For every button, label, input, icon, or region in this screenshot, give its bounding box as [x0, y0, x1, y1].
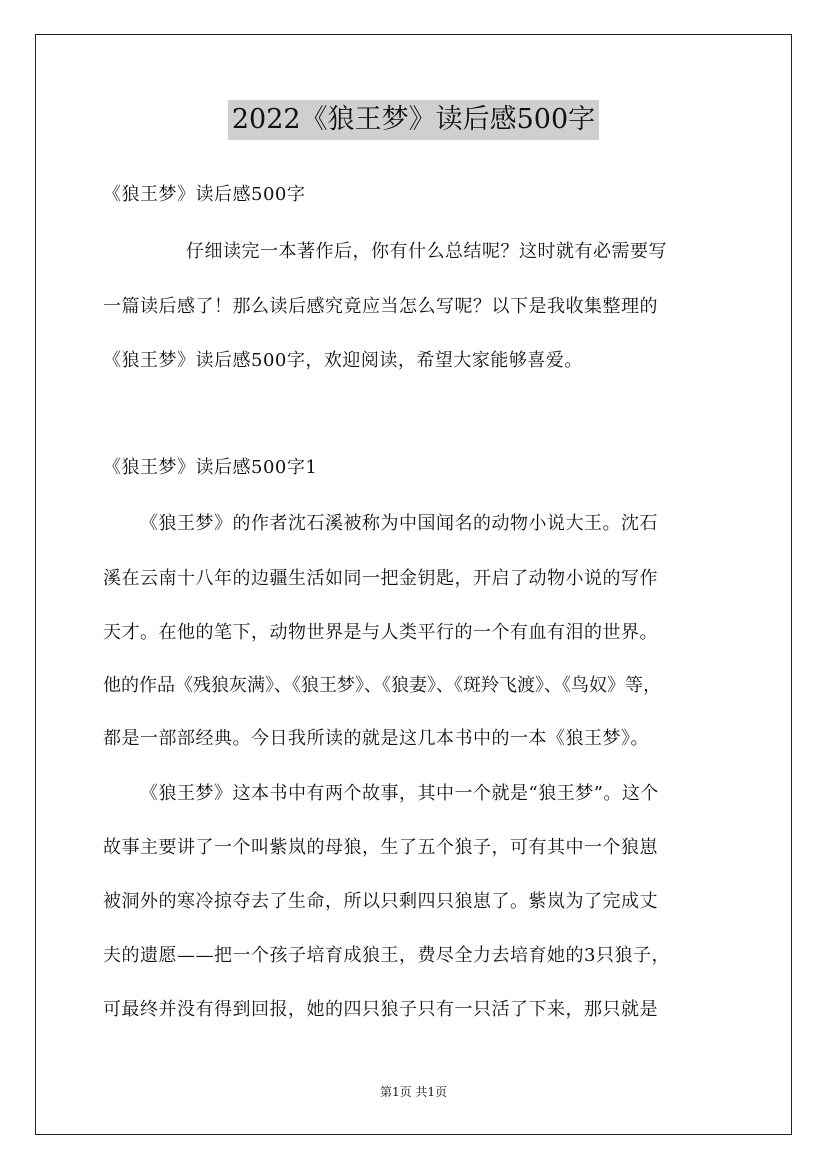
body-line: 《狼王梦》的作者沈石溪被称为中国闻名的动物小说大王。沈石	[140, 513, 658, 534]
body-line: 都是一部部经典。今日我所读的就是这几本书中的一本《狼王梦》。	[103, 728, 649, 749]
intro-line: 《狼王梦》读后感500字，欢迎阅读，希望大家能够喜爱。	[103, 350, 583, 371]
intro-line: 仔细读完一本著作后，你有什么总结呢？这时就有必需要写	[186, 241, 667, 262]
page-footer: 第1页 共1页	[379, 1085, 448, 1099]
body-line: 故事主要讲了一个叫紫岚的母狼，生了五个狼子，可有其中一个狼崽	[103, 837, 658, 858]
intro-line: 一篇读后感了！那么读后感究竟应当怎么写呢？以下是我收集整理的	[103, 296, 658, 317]
body-line: 溪在云南十八年的边疆生活如同一把金钥匙，开启了动物小说的写作	[103, 568, 658, 589]
document-title: 2022《狼王梦》读后感500字	[228, 100, 599, 140]
body-line: 可最终并没有得到回报，她的四只狼子只有一只活了下来，那只就是	[103, 999, 658, 1020]
document-subtitle: 《狼王梦》读后感500字	[103, 184, 306, 205]
body-line: 天才。在他的笔下，动物世界是与人类平行的一个有血有泪的世界。	[103, 622, 658, 643]
body-line: 夫的遗愿——把一个孩子培育成狼王，费尽全力去培育她的3只狼子，	[103, 945, 670, 966]
body-line: 他的作品《残狼灰满》、《狼王梦》、《狼妻》、《斑羚飞渡》、《鸟奴》等，	[103, 675, 661, 696]
section-heading: 《狼王梦》读后感500字1	[103, 457, 318, 478]
body-line: 被洞外的寒冷掠夺去了生命，所以只剩四只狼崽了。紫岚为了完成丈	[103, 891, 658, 912]
body-line: 《狼王梦》这本书中有两个故事，其中一个就是“狼王梦”。这个	[140, 783, 659, 804]
